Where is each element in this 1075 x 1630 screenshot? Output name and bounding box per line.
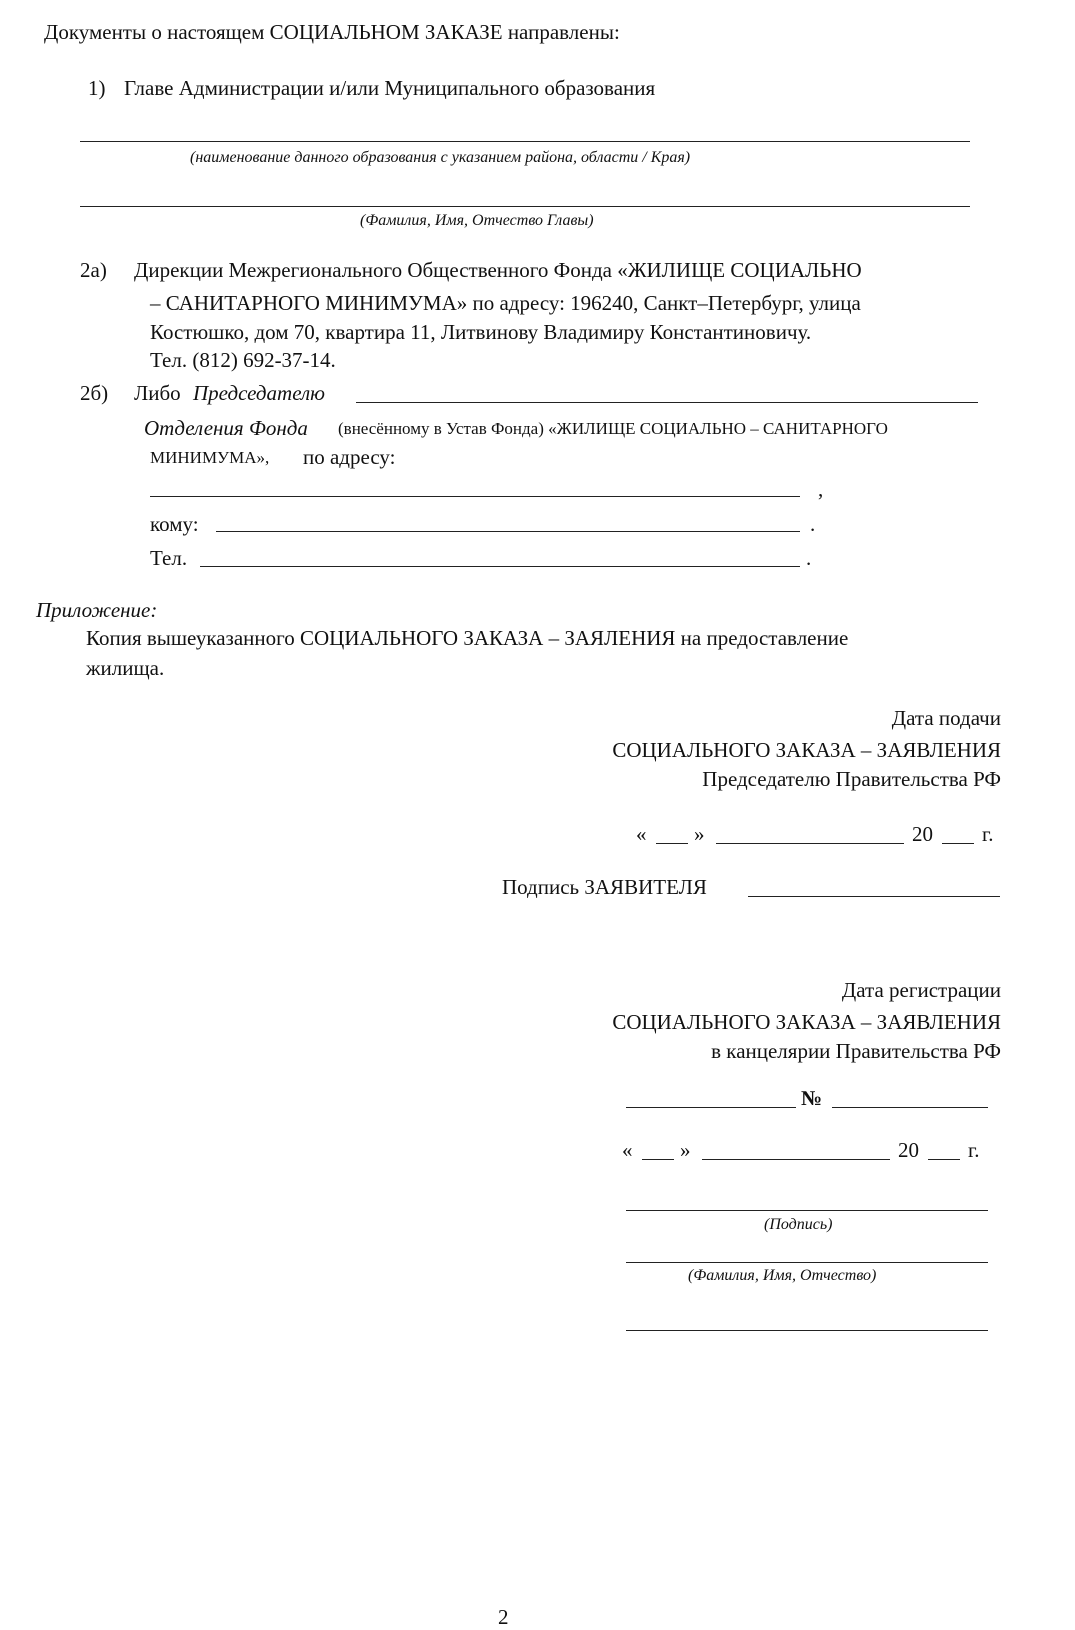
item2b-to-end: . [810,512,816,536]
item2b-address-comma: , [818,477,824,501]
submission-line-3: Председателю Правительства РФ [702,767,1001,791]
item1-text: Главе Администрации и/или Муниципального образования [124,76,656,100]
registration-extra-blank[interactable] [626,1330,988,1331]
submission-day-blank[interactable] [656,843,688,844]
item2b-branch-text-2: МИНИМУМА», [150,448,270,467]
registration-name-blank[interactable] [626,1262,988,1263]
submission-year-prefix: 20 [912,822,933,846]
item1-blank-line-2[interactable] [80,206,970,207]
item2a-line-2: – САНИТАРНОГО МИНИМУМА» по адресу: 196240, Санкт–Петербург, улица [150,291,861,315]
registration-date-open: « [622,1138,633,1162]
registration-name-caption: (Фамилия, Имя, Отчество) [688,1267,877,1284]
page-number: 2 [498,1605,509,1629]
registration-year-prefix: 20 [898,1138,919,1162]
registration-line-3: в канцелярии Правительства РФ [711,1039,1001,1063]
registration-year-suffix: г. [968,1138,980,1162]
registration-signature-caption: (Подпись) [764,1216,833,1233]
registration-line-2: СОЦИАЛЬНОГО ЗАКАЗА – ЗАЯВЛЕНИЯ [612,1010,1001,1034]
item2b-branch: Отделения Фонда [144,416,308,440]
registration-year-blank[interactable] [928,1159,960,1160]
item2a-line-4: Тел. (812) 692-37-14. [150,348,336,372]
item2a-number: 2а) [80,258,107,282]
item2b-tel-blank[interactable] [200,566,800,567]
registration-number-blank-right[interactable] [832,1107,988,1108]
submission-date-open: « [636,822,647,846]
item1-caption-1: (наименование данного образования с указанием района, области / Края) [190,149,691,166]
registration-signature-blank[interactable] [626,1210,988,1211]
item2b-to-blank[interactable] [216,531,800,532]
item2b-to-label: кому: [150,512,199,536]
item2b-lead: Либо [134,381,181,405]
header-text: Документы о настоящем СОЦИАЛЬНОМ ЗАКАЗЕ направлены: [44,20,620,44]
appendix-line-2: жилища. [86,656,165,680]
item1-caption-2: (Фамилия, Имя, Отчество Главы) [360,212,594,229]
item2b-address-label: по адресу: [303,445,396,469]
registration-line-1: Дата регистрации [841,978,1001,1002]
item2a-line-1: Дирекции Межрегионального Общественного Фонда «ЖИЛИЩЕ СОЦИАЛЬНО [134,258,862,282]
submission-line-2: СОЦИАЛЬНОГО ЗАКАЗА – ЗАЯВЛЕНИЯ [612,738,1001,762]
item2b-chairman-blank[interactable] [356,402,978,403]
submission-year-suffix: г. [982,822,994,846]
registration-month-blank[interactable] [702,1159,890,1160]
submission-date-close: » [694,822,705,846]
submission-signature-blank[interactable] [748,896,1000,897]
appendix-label: Приложение: [36,598,158,622]
item1-blank-line-1[interactable] [80,141,970,142]
item2b-address-blank[interactable] [150,496,800,497]
submission-month-blank[interactable] [716,843,904,844]
registration-date-close: » [680,1138,691,1162]
item2b-tel-label: Тел. [150,546,188,570]
registration-day-blank[interactable] [642,1159,674,1160]
item2b-branch-text: (внесённому в Устав Фонда) «ЖИЛИЩЕ СОЦИАЛЬНО – САНИТАРНОГО [338,419,888,438]
submission-signature-label: Подпись ЗАЯВИТЕЛЯ [502,875,707,899]
appendix-line-1: Копия вышеуказанного СОЦИАЛЬНОГО ЗАКАЗА – ЗАЯЛЕНИЯ на предоставление [86,626,849,650]
item2b-chairman: Председателю [193,381,325,405]
submission-year-blank[interactable] [942,843,974,844]
item2a-line-3: Костюшко, дом 70, квартира 11, Литвинову Владимиру Константиновичу. [150,320,812,344]
item1-number: 1) [88,76,106,100]
item2b-tel-end: . [806,546,812,570]
registration-number-blank-left[interactable] [626,1107,796,1108]
item2b-number: 2б) [80,381,109,405]
submission-line-1: Дата подачи [891,706,1001,730]
registration-number-sign: № [801,1086,823,1110]
